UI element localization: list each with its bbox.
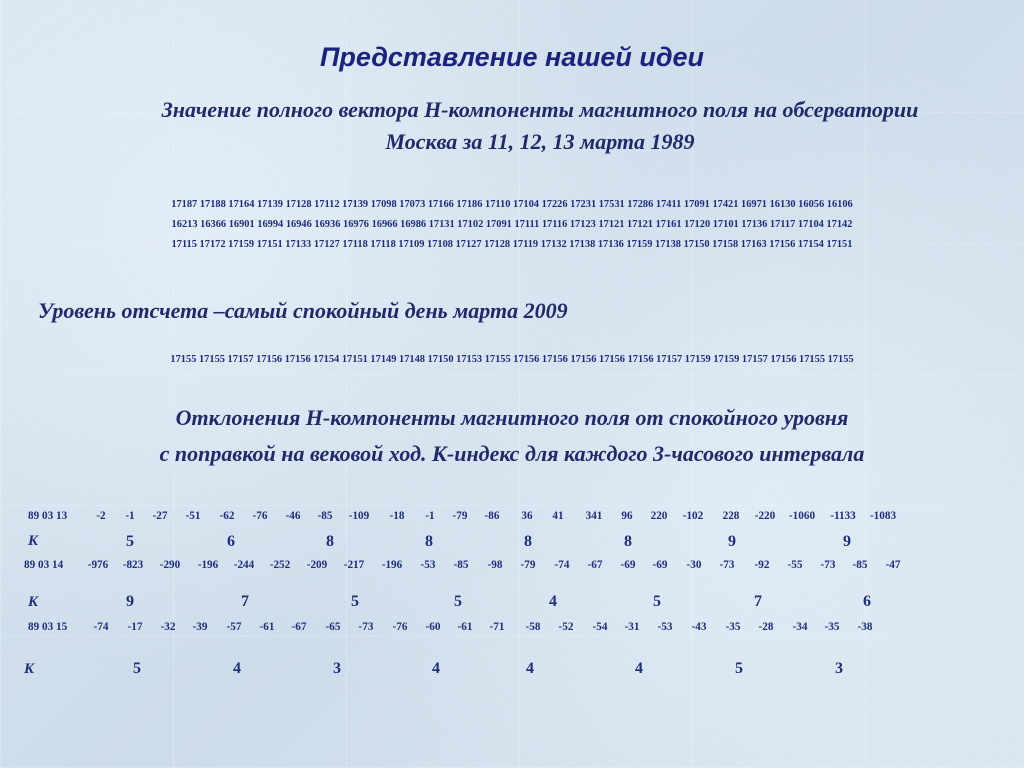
k-index-value: 4 (549, 593, 557, 610)
deviation-value: -17 (127, 621, 143, 633)
deviation-value: -85 (453, 559, 469, 571)
values-1989-row-1: 17187 17188 17164 17139 17128 17112 17139 17098 17073 17166 17186 17110 17104 17226 17231 17531 17286 17411 17091 17421 16971 16130 16056 16106 (171, 199, 853, 210)
deviation-value: 36 (521, 510, 533, 522)
deviation-value: -67 (291, 621, 307, 633)
k-index-value: 9 (843, 533, 851, 550)
deviation-value: -76 (392, 621, 408, 633)
deviation-value: -35 (824, 621, 840, 633)
k-index-label: K (24, 661, 35, 677)
k-index-value: 5 (351, 593, 359, 610)
k-index-label: K (28, 594, 39, 610)
k-index-value: 4 (233, 660, 241, 677)
deviation-value: -1 (125, 510, 135, 522)
values-1989-row-3: 17115 17172 17159 17151 17133 17127 17118 17118 17109 17108 17127 17128 17119 17132 17138 17136 17159 17138 17150 17158 17163 17156 17154 17151 (171, 239, 853, 250)
deviation-value: -71 (489, 621, 505, 633)
k-index-value: 8 (524, 533, 532, 550)
deviation-value: -67 (587, 559, 603, 571)
deviation-title (0, 400, 1024, 472)
deviation-value: -53 (657, 621, 673, 633)
k-index-value: 9 (728, 533, 736, 550)
subtitle-line-2: Москва за 11, 12, 13 марта 1989 (385, 129, 695, 154)
deviation-value: -109 (348, 510, 370, 522)
subtitle-line-1: Значение полного вектора Н-компоненты магнитного поля на обсерватории (161, 97, 919, 122)
deviation-value: -290 (159, 559, 181, 571)
deviation-value: -217 (343, 559, 365, 571)
deviation-line-2: с поправкой на вековой ход. К-индекс для каждого 3-часового интервала (159, 441, 865, 466)
deviation-value: -18 (389, 510, 405, 522)
deviation-value: -209 (306, 559, 328, 571)
deviation-value: -79 (452, 510, 468, 522)
k-index-value: 6 (227, 533, 235, 550)
deviation-value: -47 (885, 559, 901, 571)
deviation-value: -252 (269, 559, 291, 571)
deviation-value: -43 (691, 621, 707, 633)
slide-title: Представление нашей идеи (319, 42, 705, 72)
deviation-value: -34 (792, 621, 808, 633)
deviation-value: -76 (252, 510, 268, 522)
k-index-value: 7 (241, 593, 249, 610)
k-index-value: 8 (326, 533, 334, 550)
k-index-value: 5 (454, 593, 462, 610)
deviation-value: -74 (93, 621, 109, 633)
k-index-value: 7 (754, 593, 762, 610)
day-row-date: 89 03 15 (28, 621, 68, 633)
deviation-value: -27 (152, 510, 168, 522)
deviation-value: -39 (192, 621, 208, 633)
k-index-value: 4 (526, 660, 534, 677)
deviation-value: -1133 (830, 510, 856, 522)
deviation-value: -60 (425, 621, 441, 633)
deviation-value: -2 (96, 510, 106, 522)
k-index-value: 4 (635, 660, 643, 677)
deviation-value: -35 (725, 621, 741, 633)
k-index-value: 3 (835, 660, 843, 677)
deviation-value: -823 (122, 559, 144, 571)
deviation-value: 41 (552, 510, 564, 522)
deviation-value: -57 (226, 621, 242, 633)
deviation-value: -102 (682, 510, 704, 522)
deviation-value: -73 (820, 559, 836, 571)
deviation-value: -196 (381, 559, 403, 571)
deviation-value: -69 (652, 559, 668, 571)
reference-level-values: 17155 17155 17157 17156 17156 17154 17151 17149 17148 17150 17153 17155 17156 17156 17156 17156 17156 17157 17159 17159 17157 17156 17155 17155 (170, 354, 854, 365)
deviation-value: -196 (197, 559, 219, 571)
deviation-value: -85 (852, 559, 868, 571)
deviation-value: -28 (758, 621, 774, 633)
day-row-date: 89 03 13 (28, 510, 68, 522)
deviation-value: 96 (621, 510, 633, 522)
k-index-value: 5 (653, 593, 661, 610)
deviation-value: -244 (233, 559, 255, 571)
day-row-date: 89 03 14 (24, 559, 64, 571)
deviation-value: -51 (185, 510, 201, 522)
k-index-label: K (28, 533, 39, 549)
deviation-value: -220 (754, 510, 776, 522)
deviation-value: -976 (87, 559, 109, 571)
deviation-value: -65 (325, 621, 341, 633)
k-index-value: 5 (126, 533, 134, 550)
deviation-value: -98 (487, 559, 503, 571)
deviation-value: -61 (259, 621, 275, 633)
deviation-value: -85 (317, 510, 333, 522)
deviation-value: -73 (358, 621, 374, 633)
deviation-value: -46 (285, 510, 301, 522)
k-index-value: 8 (425, 533, 433, 550)
deviation-value: -58 (525, 621, 541, 633)
deviation-value: -54 (592, 621, 608, 633)
deviation-value: -31 (624, 621, 640, 633)
k-index-value: 6 (863, 593, 871, 610)
deviation-value: -1 (425, 510, 435, 522)
deviation-value: -73 (719, 559, 735, 571)
k-index-value: 5 (735, 660, 743, 677)
deviation-value: 228 (722, 510, 740, 522)
deviation-value: -86 (484, 510, 500, 522)
k-index-value: 9 (126, 593, 134, 610)
k-index-value: 3 (333, 660, 341, 677)
deviation-line-1: Отклонения Н-компоненты магнитного поля от спокойного уровня (175, 405, 849, 430)
k-index-value: 8 (624, 533, 632, 550)
deviation-value: -62 (219, 510, 235, 522)
deviation-value: 220 (650, 510, 668, 522)
values-1989-row-2: 16213 16366 16901 16994 16946 16936 16976 16966 16986 17131 17102 17091 17111 17116 17123 17121 17121 17161 17120 17101 17136 17117 17104 17142 (171, 219, 853, 230)
reference-level-title: Уровень отсчета –самый спокойный день марта 2009 (38, 298, 568, 323)
slide-subtitle (0, 94, 1024, 158)
deviation-value: -30 (686, 559, 702, 571)
k-index-value: 4 (432, 660, 440, 677)
deviation-value: -32 (160, 621, 176, 633)
deviation-value: -79 (520, 559, 536, 571)
deviation-value: -61 (457, 621, 473, 633)
deviation-value: -38 (857, 621, 873, 633)
deviation-value: -1060 (788, 510, 816, 522)
deviation-value: 341 (585, 510, 603, 522)
deviation-value: -53 (420, 559, 436, 571)
deviation-value: -55 (787, 559, 803, 571)
deviation-value: -92 (754, 559, 770, 571)
deviation-value: -69 (620, 559, 636, 571)
deviation-value: -1083 (869, 510, 897, 522)
deviation-value: -52 (558, 621, 574, 633)
deviation-value: -74 (554, 559, 570, 571)
k-index-value: 5 (133, 660, 141, 677)
